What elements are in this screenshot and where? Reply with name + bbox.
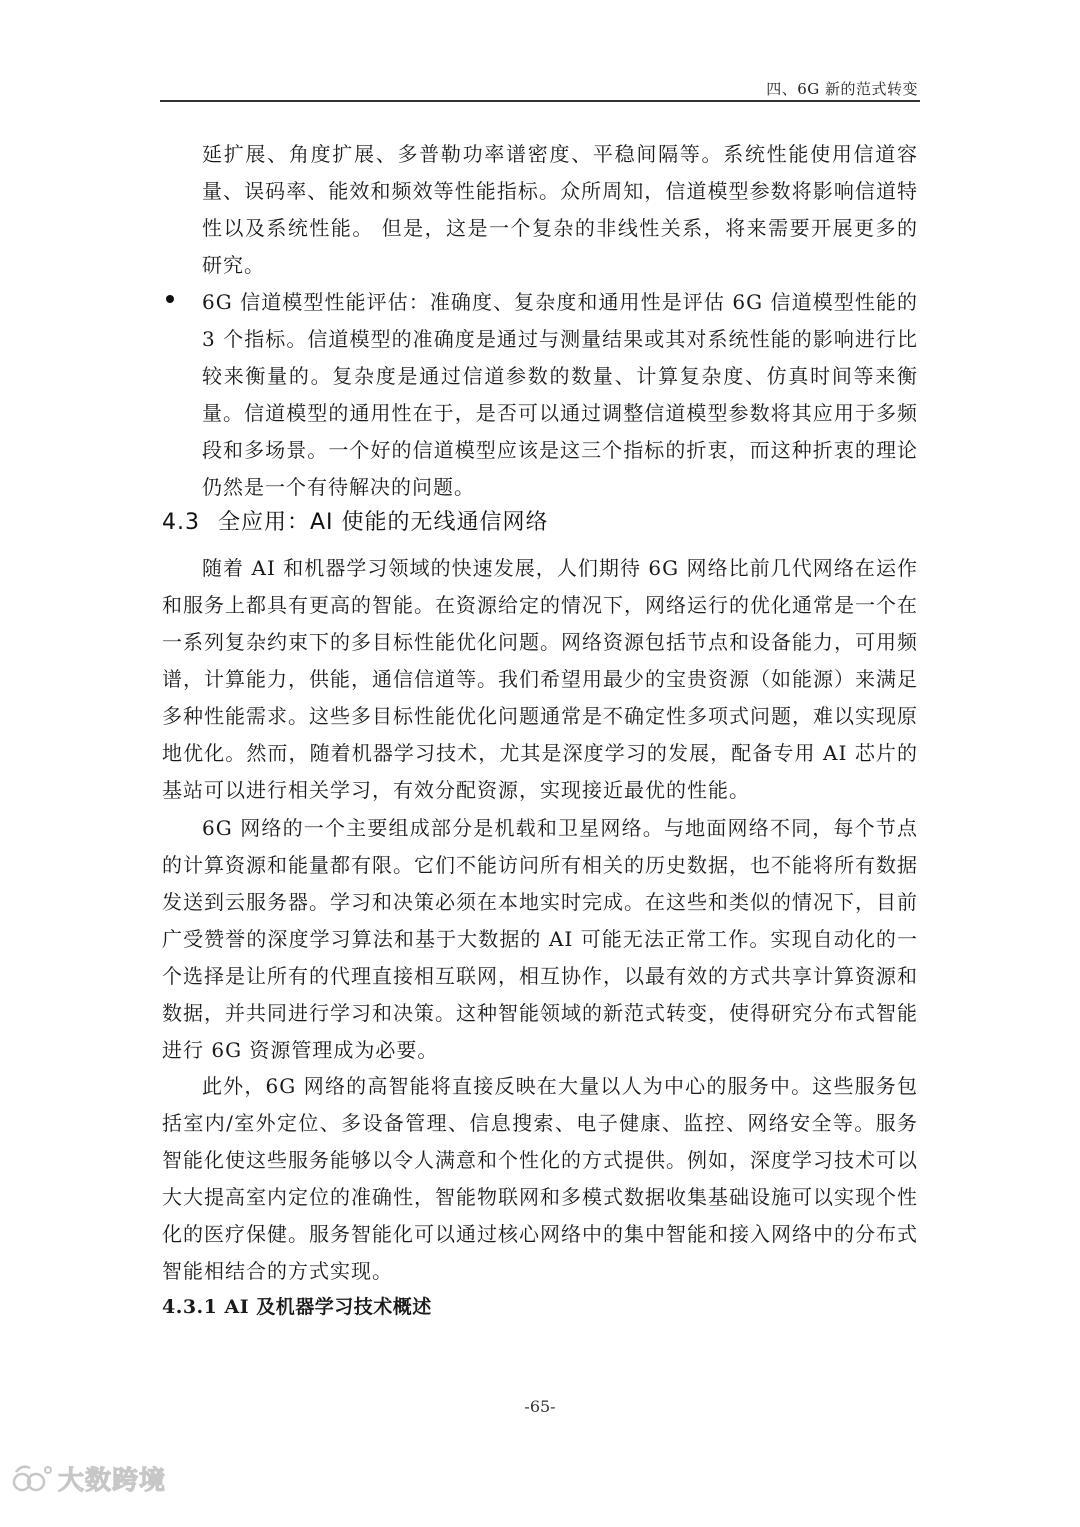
subsection-heading: 4.3.1 AI 及机器学习技术概述 — [162, 1296, 432, 1318]
header-rule — [160, 100, 920, 102]
continuation-paragraph: 延扩展、角度扩展、多普勒功率谱密度、平稳间隔等。系统性能使用信道容量、误码率、能效和频效等性能指标。众所周知，信道模型参数将影响信道特性以及系统性能。 但是，这是一个复杂的非线性关系，将来需要开展更多的研究。 — [202, 142, 918, 277]
watermark-text: 大数跨境 — [58, 1465, 167, 1496]
body-paragraph: 此外，6G 网络的高智能将直接反映在大量以人为中心的服务中。这些服务包括室内/室外定位、多设备管理、信息搜索、电子健康、监控、网络安全等。服务智能化使这些服务能够以令人满意和个性化的方式提供。例如，深度学习技术可以大大提高室内定位的准确性，智能物联网和多模式数据收集基础设施可以实现个性化的医疗保健。服务智能化可以通过核心网络中的集中智能和接入网络中的分布式智能相结合的方式实现。 — [162, 1074, 918, 1283]
body-paragraph: 6G 网络的一个主要组成部分是机载和卫星网络。与地面网络不同，每个节点的计算资源和能量都有限。它们不能访问所有相关的历史数据，也不能将所有数据发送到云服务器。学习和决策必须在本地实时完成。在这些和类似的情况下，目前广受赞誉的深度学习算法和基于大数据的 AI 可能无法正常工作。实现自动化的一个选择是让所有的代理直接相互联网，相互协作，以最有效的方式共享计算资源和数据，并共同进行学习和决策。这种智能领域的新范式转变，使得研究分布式智能进行 6G 资源管理成为必要。 — [162, 816, 918, 1062]
section-title-text: 全应用：AI 使能的无线通信网络 — [218, 510, 549, 535]
bullet-item: 6G 信道模型性能评估：准确度、复杂度和通用性是评估 6G 信道模型性能的 3 个指标。信道模型的准确度是通过与测量结果或其对系统性能的影响进行比较来衡量的。复杂度是通过信道参数的数量、计算复杂度、仿真时间等来衡量。信道模型的通用性在于，是否可以通过调整信道模型参数将其应用于多频段和多场景。一个好的信道模型应该是这三个指标的折衷，而这种折衷的理论仍然是一个有待解决的问题。 — [202, 290, 918, 499]
watermark-logo-icon — [10, 1458, 54, 1498]
page-number: -65- — [524, 1397, 556, 1416]
watermark — [10, 1458, 166, 1498]
running-header-title: 四、6G 新的范式转变 — [766, 80, 918, 98]
section-number: 4.3 — [162, 510, 200, 535]
section-heading — [162, 505, 549, 536]
body-paragraph: 随着 AI 和机器学习领域的快速发展，人们期待 6G 网络比前几代网络在运作和服务上都具有更高的智能。在资源给定的情况下，网络运行的优化通常是一个在一系列复杂约束下的多目标性能优化问题。网络资源包括节点和设备能力，可用频谱，计算能力，供能，通信信道等。我们希望用最少的宝贵资源（如能源）来满足多种性能需求。这些多目标性能优化问题通常是不确定性多项式问题，难以实现原地优化。然而，随着机器学习技术，尤其是深度学习的发展，配备专用 AI 芯片的基站可以进行相关学习，有效分配资源，实现接近最优的性能。 — [162, 556, 918, 802]
